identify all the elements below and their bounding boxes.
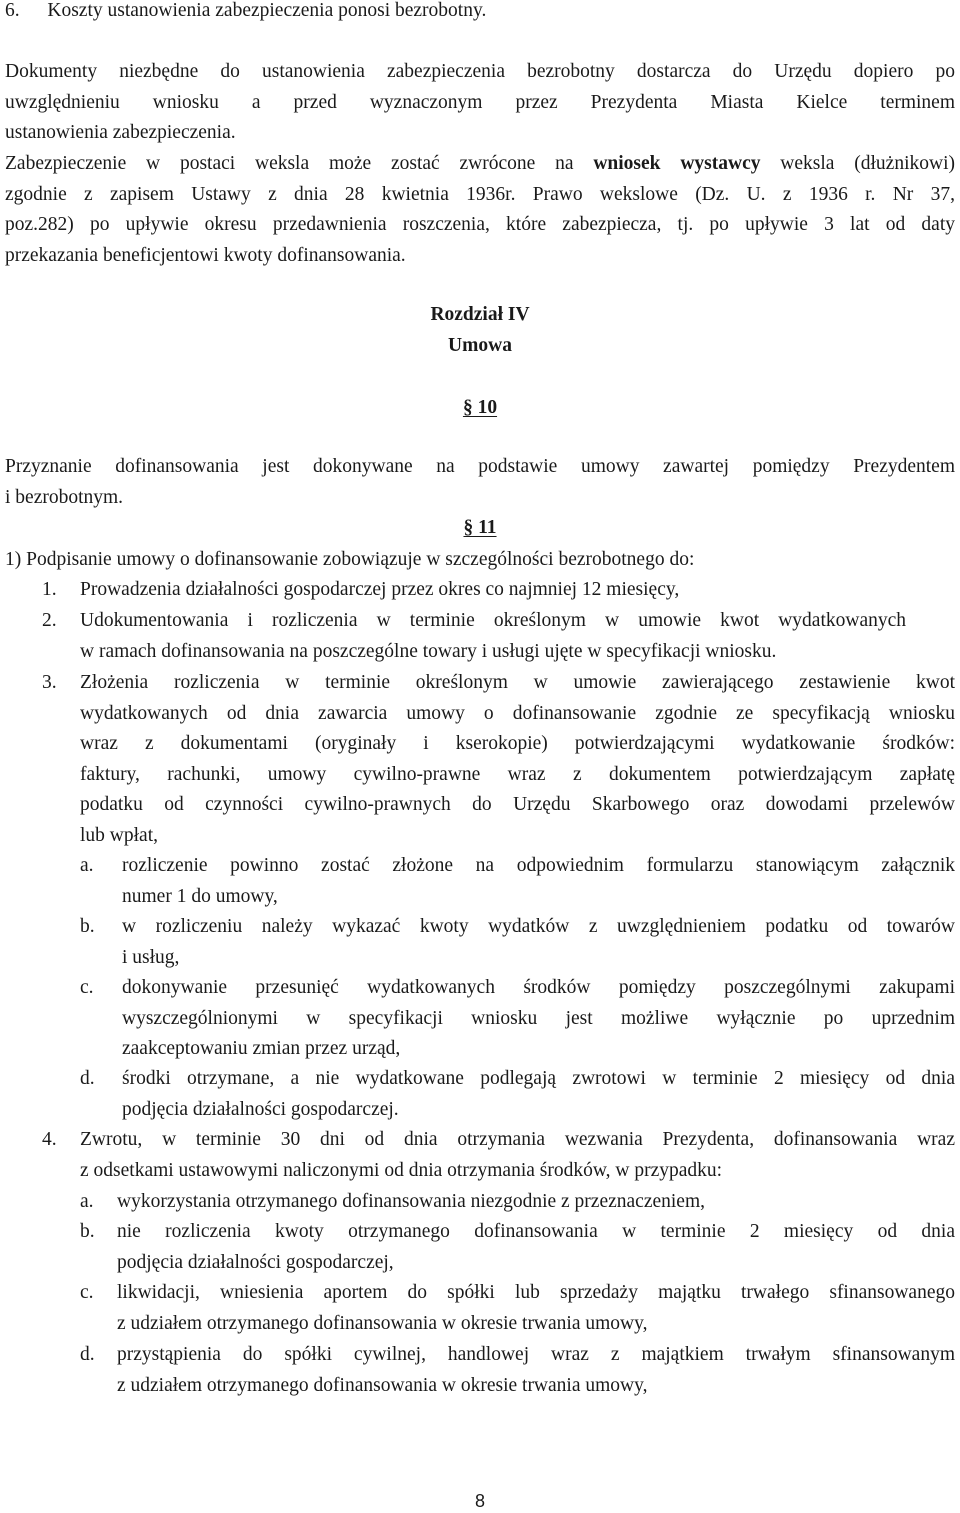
- item-6: [5, 0, 486, 27]
- text-line: Zwrotu, w terminie 30 dni od dnia otrzymania wezwania Prezydenta, dofinansowania wraz: [80, 1129, 955, 1150]
- text-line: Złożenia rozliczenia w terminie określonym w umowie zawierającego zestawienie kwot: [80, 672, 955, 693]
- text-line: Przyznanie dofinansowania jest dokonywane na podstawie umowy zawartej pomiędzy Prezydentem: [5, 456, 955, 477]
- text-line: faktury, rachunki, umowy cywilno-prawne wraz z dokumentem potwierdzającym zapłatę: [80, 763, 955, 785]
- item-6-number: 6.: [5, 0, 20, 21]
- text-line: wydatkowanych od dnia zawarcia umowy o dofinansowanie zgodnie ze specyfikacją wniosku: [80, 702, 955, 724]
- text-segment: weksla (dłużnikowi): [780, 153, 955, 174]
- text-line: Dokumenty niezbędne do ustanowienia zabezpieczenia bezrobotny dostarcza do Urzędu dopiero po: [5, 61, 955, 82]
- point-3-number: 3.: [42, 672, 57, 693]
- subpoint-3a-text: [122, 851, 955, 912]
- subpoint-3a-letter: a.: [80, 855, 94, 876]
- subpoint-4b-letter: b.: [80, 1221, 95, 1242]
- subpoint-4b-text: [117, 1217, 955, 1278]
- point-4-number: 4.: [42, 1129, 57, 1150]
- subpoint-4c-letter: c.: [80, 1282, 94, 1303]
- weksel-paragraph: [5, 149, 955, 271]
- text-line: podjęcia działalności gospodarczej,: [117, 1251, 394, 1273]
- text-line: przekazania beneficjentowi kwoty dofinansowania.: [5, 244, 406, 266]
- bold-phrase: wniosek wystawcy: [593, 153, 761, 174]
- text-line: [5, 149, 955, 180]
- point-1-number: 1.: [42, 579, 57, 600]
- point-3-text: [80, 668, 955, 851]
- text-line: podjęcia działalności gospodarczej.: [122, 1098, 399, 1120]
- text-line: podatku od czynności cywilno-prawnych do Urzędu Skarbowego oraz dowodami przelewów: [80, 794, 955, 815]
- point-2-text: [80, 606, 906, 667]
- point-4-text: [80, 1125, 955, 1186]
- chapter-title: Rozdział IV: [430, 304, 530, 325]
- section-11-intro: 1) Podpisanie umowy o dofinansowanie zobowiązuje w szczególności bezrobotnego do:: [5, 549, 695, 570]
- text-segment: Zabezpieczenie w postaci weksla może zostać zwrócone na: [5, 153, 574, 174]
- text-line: lub wpłat,: [80, 824, 158, 846]
- subpoint-4d-text: [117, 1340, 955, 1401]
- subpoint-4a-text: wykorzystania otrzymanego dofinansowania niezgodnie z przeznaczeniem,: [117, 1191, 705, 1212]
- text-line: uwzględnieniu wniosku a przed wyznaczonym przez Prezydenta Miasta Kielce terminem: [5, 91, 955, 113]
- subpoint-3c-letter: c.: [80, 977, 94, 998]
- text-line: poz.282) po upływie okresu przedawnienia roszczenia, które zabezpiecza, tj. po upływie 3 lat od daty: [5, 214, 955, 235]
- subpoint-3c-text: [122, 973, 955, 1065]
- section-11-heading: § 11: [463, 517, 497, 538]
- text-line: zaakceptowaniu zmian przez urząd,: [122, 1038, 401, 1059]
- subpoint-4d-letter: d.: [80, 1344, 95, 1365]
- text-line: zgodnie z zapisem Ustawy z dnia 28 kwietnia 1936r. Prawo wekslowe (Dz. U. z 1936 r. Nr 37,: [5, 183, 955, 205]
- subpoint-3b-text: [122, 912, 955, 973]
- text-line: ustanowienia zabezpieczenia.: [5, 122, 236, 143]
- point-1-text: Prowadzenia działalności gospodarczej przez okres co najmniej 12 miesięcy,: [80, 579, 680, 600]
- subpoint-3d-text: [122, 1064, 955, 1125]
- text-line: Udokumentowania i rozliczenia w terminie określonym w umowie kwot wydatkowanych: [80, 610, 906, 631]
- text-line: likwidacji, wniesienia aportem do spółki lub sprzedaży majątku trwałego sfinansowanego: [117, 1282, 955, 1303]
- chapter-subtitle: Umowa: [448, 335, 512, 356]
- item-6-text: Koszty ustanowienia zabezpieczenia ponosi bezrobotny.: [47, 0, 487, 21]
- text-line: przystąpienia do spółki cywilnej, handlowej wraz z majątkiem trwałym sfinansowanym: [117, 1344, 955, 1365]
- section-10-body: [5, 452, 955, 513]
- text-line: środki otrzymane, a nie wydatkowane podlegają zwrotowi w terminie 2 miesięcy od dnia: [122, 1068, 955, 1089]
- text-line: i usług,: [122, 946, 180, 968]
- text-line: numer 1 do umowy,: [122, 885, 278, 907]
- section-10-heading: § 10: [462, 397, 498, 418]
- documents-paragraph: [5, 57, 955, 149]
- text-line: nie rozliczenia kwoty otrzymanego dofinansowania w terminie 2 miesięcy od dnia: [117, 1221, 955, 1242]
- text-line: wyszczególnionymi w specyfikacji wniosku jest możliwe wyłącznie po uprzednim: [122, 1007, 955, 1029]
- text-line: z odsetkami ustawowymi naliczonymi od dnia otrzymania środków, w przypadku:: [80, 1159, 723, 1181]
- text-line: i bezrobotnym.: [5, 486, 124, 508]
- text-line: dokonywanie przesunięć wydatkowanych środków pomiędzy poszczególnymi zakupami: [122, 977, 955, 998]
- text-line: wraz z dokumentami (oryginały i kserokopie) potwierdzającymi wydatkowanie środków:: [80, 733, 955, 754]
- text-line: rozliczenie powinno zostać złożone na odpowiednim formularzu stanowiącym załącznik: [122, 855, 955, 876]
- subpoint-4a-letter: a.: [80, 1191, 94, 1212]
- text-line: w rozliczeniu należy wykazać kwoty wydatków z uwzględnieniem podatku od towarów: [122, 916, 955, 937]
- text-line: w ramach dofinansowania na poszczególne towary i usługi ujęte w specyfikacji wniosku.: [80, 640, 777, 662]
- subpoint-3d-letter: d.: [80, 1068, 95, 1089]
- subpoint-4c-text: [117, 1278, 955, 1339]
- page-number: 8: [474, 1491, 485, 1511]
- subpoint-3b-letter: b.: [80, 916, 95, 937]
- text-line: z udziałem otrzymanego dofinansowania w okresie trwania umowy,: [117, 1374, 648, 1396]
- text-line: z udziałem otrzymanego dofinansowania w okresie trwania umowy,: [117, 1312, 648, 1334]
- point-2-number: 2.: [42, 610, 57, 631]
